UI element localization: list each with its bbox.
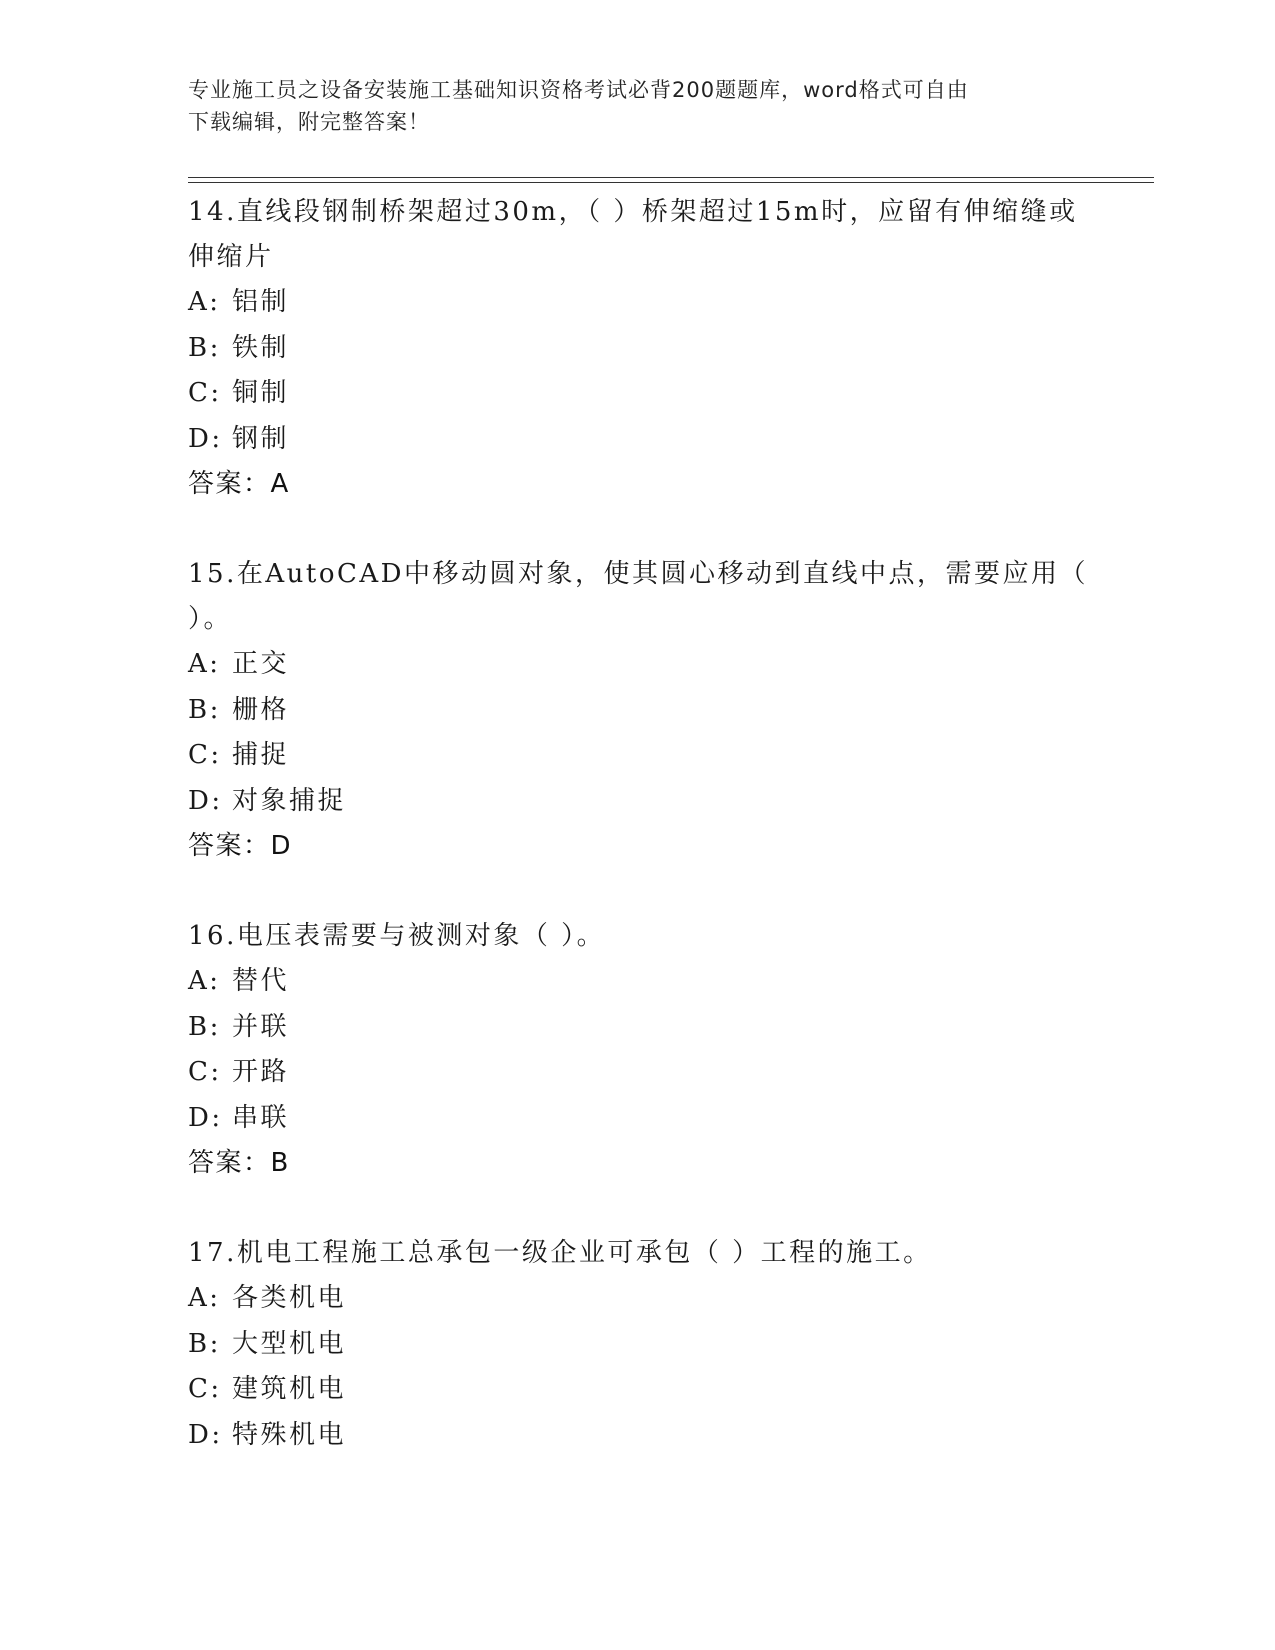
option-text: 串联 (232, 1102, 290, 1133)
option-c (188, 371, 1088, 417)
document-header (188, 74, 1068, 138)
answer-line: 答案：D (188, 831, 293, 861)
option-d (188, 1413, 1088, 1459)
option-key: C: (188, 740, 222, 770)
header-divider-top (188, 177, 1154, 178)
option-key: B: (188, 694, 221, 725)
question-stem: 17.机电工程施工总承包一级企业可承包（ ）工程的施工。 (188, 1238, 932, 1268)
option-key: C: (188, 1057, 222, 1087)
option-c (188, 733, 1088, 779)
option-text: 栅格 (232, 694, 290, 725)
option-key: B: (188, 1328, 221, 1359)
option-text: 并联 (232, 1011, 290, 1042)
question-stem: 16.电压表需要与被测对象（ ）。 (188, 921, 606, 951)
option-key: C: (188, 1374, 222, 1404)
header-line-2: 下载编辑，附完整答案！ (188, 110, 430, 134)
option-b (188, 688, 1088, 734)
option-key: A: (188, 966, 221, 996)
question-17 (188, 1231, 1088, 1458)
question-stem-continued: ）。 (188, 604, 233, 634)
option-key: B: (188, 332, 221, 363)
option-text: 各类机电 (232, 1283, 347, 1313)
option-c (188, 1367, 1088, 1413)
option-text: 钢制 (232, 423, 290, 454)
question-stem: 15.在AutoCAD中移动圆对象，使其圆心移动到直线中点，需要应用（ (188, 559, 1088, 589)
question-stem-continued: 伸缩片 (188, 242, 274, 272)
option-key: D: (188, 785, 223, 816)
option-c (188, 1050, 1088, 1096)
question-list (188, 190, 1088, 1503)
option-a (188, 1276, 1088, 1322)
question-14 (188, 190, 1088, 507)
option-text: 铝制 (232, 287, 290, 317)
option-text: 捕捉 (232, 740, 290, 770)
option-b (188, 1005, 1088, 1051)
option-key: A: (188, 287, 221, 317)
answer-line: 答案：B (188, 1148, 290, 1178)
option-text: 大型机电 (232, 1328, 347, 1359)
option-a (188, 959, 1088, 1005)
question-16 (188, 914, 1088, 1186)
header-line-1: 专业施工员之设备安装施工基础知识资格考试必背200题题库，word格式可自由 (188, 78, 969, 102)
option-key: A: (188, 649, 221, 679)
question-15 (188, 552, 1088, 869)
option-a (188, 280, 1088, 326)
question-stem: 14.直线段钢制桥架超过30m，（ ）桥架超过15m时，应留有伸缩缝或 (188, 197, 1078, 227)
header-divider-bottom (188, 182, 1154, 183)
option-key: C: (188, 378, 222, 408)
option-text: 铜制 (232, 378, 290, 408)
option-key: D: (188, 1419, 223, 1450)
option-text: 对象捕捉 (232, 785, 347, 816)
option-text: 特殊机电 (232, 1419, 347, 1450)
option-text: 铁制 (232, 332, 290, 363)
option-d (188, 417, 1088, 463)
answer-line: 答案：A (188, 469, 290, 499)
option-key: B: (188, 1011, 221, 1042)
option-text: 正交 (232, 649, 290, 679)
option-text: 建筑机电 (232, 1374, 347, 1404)
option-a (188, 642, 1088, 688)
option-key: D: (188, 423, 223, 454)
option-key: A: (188, 1283, 221, 1313)
option-d (188, 1096, 1088, 1142)
option-d (188, 779, 1088, 825)
option-key: D: (188, 1102, 223, 1133)
option-text: 开路 (232, 1057, 290, 1087)
option-text: 替代 (232, 966, 290, 996)
option-b (188, 1322, 1088, 1368)
option-b (188, 326, 1088, 372)
